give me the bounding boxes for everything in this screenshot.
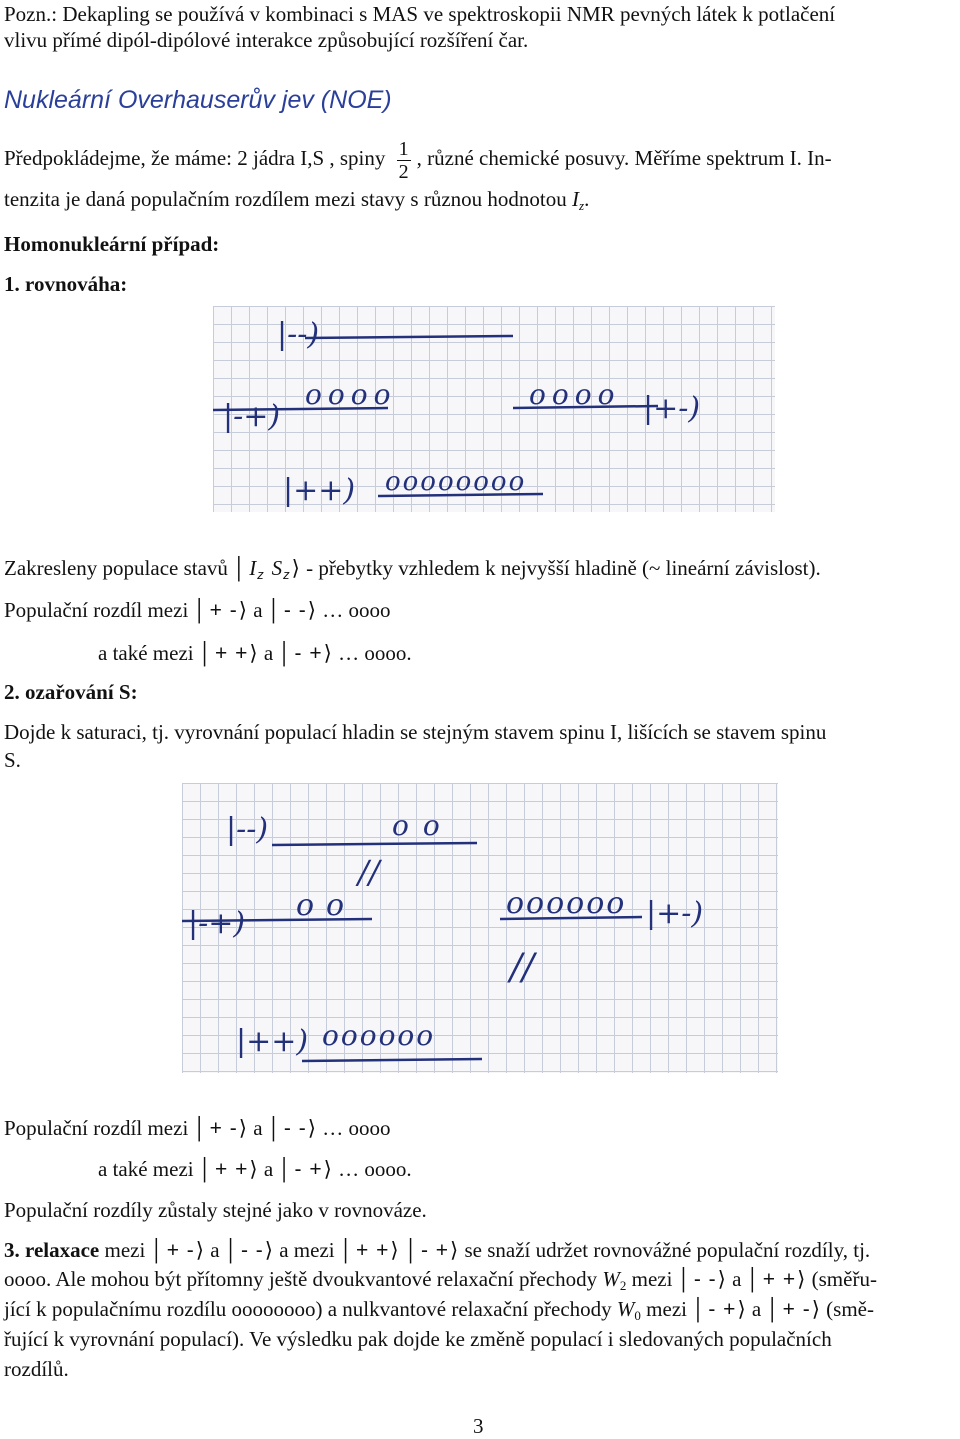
saturation-sketch bbox=[182, 783, 778, 1073]
irradiation-heading: 2. ozařování S: bbox=[4, 680, 138, 704]
relaxation-line-5: rozdílů. bbox=[4, 1357, 69, 1381]
page-number: 3 bbox=[473, 1414, 484, 1438]
population-same-text: Populační rozdíly zůstaly stejné jako v rovnováze. bbox=[4, 1198, 427, 1222]
population-diff-1: Populační rozdíl mezi │ + - ⟩ a │ - - ⟩ … oooo bbox=[4, 598, 390, 623]
sketch2-left-dots: oo bbox=[296, 888, 357, 923]
sketch2-bottom-state: |++) bbox=[236, 1024, 309, 1059]
sketch2-top-dots: oo bbox=[392, 809, 454, 842]
note-line-1: Pozn.: Dekapling se používá v kombinaci s MAS ve spektroskopii NMR pevných látek k potlačení bbox=[4, 2, 836, 26]
population-diff-2b: a také mezi │ + + ⟩ a │ - + ⟩ … oooo. bbox=[98, 1157, 412, 1182]
sketch2-left-state: |-+) bbox=[188, 906, 246, 941]
saturation-line-1: Dojde k saturaci, tj. vyrovnání populací hladin se stejným stavem spinu I, lišících se stavem spinu bbox=[4, 720, 827, 744]
sketch1-right-dots: oooo bbox=[529, 378, 621, 411]
sketch2-equal-2: // bbox=[510, 947, 535, 988]
sketch1-left-state: |-+) bbox=[223, 399, 281, 434]
relaxation-line-1: 3. relaxace mezi │ + - ⟩ a │ - - ⟩ a mezi │ + + ⟩ │ - + ⟩ se snaží udržet rovnovážné populační rozdíly, tj. bbox=[4, 1236, 956, 1265]
intro-line-2: tenzita je daná populačním rozdílem mezi stavy s různou hodnotou $I_z$. bbox=[4, 187, 590, 213]
sketch1-bottom-state: |++) bbox=[283, 473, 356, 508]
equilibrium-heading: 1. rovnováha: bbox=[4, 272, 128, 296]
relaxation-line-3: jící k populačnímu rozdílu oooooooo) a nulkvantové relaxační přechody $W_0$ mezi │ - + ⟩ a │ + - ⟩ (smě- bbox=[4, 1295, 956, 1330]
populations-text: Zakresleny populace stavů │ $I_z$ $S_z$ ⟩ - přebytky vzhledem k nejvyšší hladině (~ lineární závislost). bbox=[4, 556, 821, 587]
saturation-sketch-svg bbox=[182, 783, 778, 1073]
equilibrium-sketch-svg bbox=[213, 306, 775, 512]
population-diff-1b: a také mezi │ + + ⟩ a │ - + ⟩ … oooo. bbox=[98, 641, 412, 666]
sketch2-right-state: |+-) bbox=[646, 896, 704, 931]
relaxation-line-4: řující k vyrovnání populací). Ve výsledku pak dojde ke změně populací i sledovaných populačních bbox=[4, 1327, 832, 1351]
sketch1-top-state: |--) bbox=[277, 317, 320, 352]
population-diff-2: Populační rozdíl mezi │ + - ⟩ a │ - - ⟩ … oooo bbox=[4, 1116, 390, 1141]
saturation-line-2: S. bbox=[4, 748, 21, 772]
note-line-2: vlivu přímé dipól-dipólové interakce způsobující rozšíření čar. bbox=[4, 28, 529, 52]
sketch2-top-state: |--) bbox=[226, 812, 269, 847]
ket-IzSz: │ $I_z$ $S_z$ ⟩ bbox=[233, 556, 301, 587]
sketch1-left-dots: oooo bbox=[305, 378, 397, 411]
homonuclear-heading: Homonukleární případ: bbox=[4, 232, 220, 256]
sketch2-bottom-dots: oooooo bbox=[322, 1019, 436, 1052]
sketch1-bottom-dots: oooooooo bbox=[385, 467, 527, 497]
sketch1-right-state: |+-) bbox=[643, 391, 701, 426]
sketch2-equal-1: // bbox=[358, 853, 380, 891]
spin-fraction: $\frac{1}{2}$ bbox=[398, 137, 409, 183]
sketch2-right-dots: oooooo bbox=[506, 886, 627, 921]
equilibrium-sketch bbox=[213, 306, 775, 512]
intro-line-1: Předpokládejme, že máme: 2 jádra I,S , spiny $\frac{1}{2}$ , různé chemické posuvy. Měříme spektrum I. In- bbox=[4, 137, 832, 183]
section-heading: Nukleární Overhauserův jev (NOE) bbox=[4, 86, 392, 114]
relaxation-line-2: oooo. Ale mohou být přítomny ještě dvoukvantové relaxační přechody $W_2$ mezi │ - - ⟩ a │ + + ⟩ (směřu- bbox=[4, 1265, 956, 1300]
